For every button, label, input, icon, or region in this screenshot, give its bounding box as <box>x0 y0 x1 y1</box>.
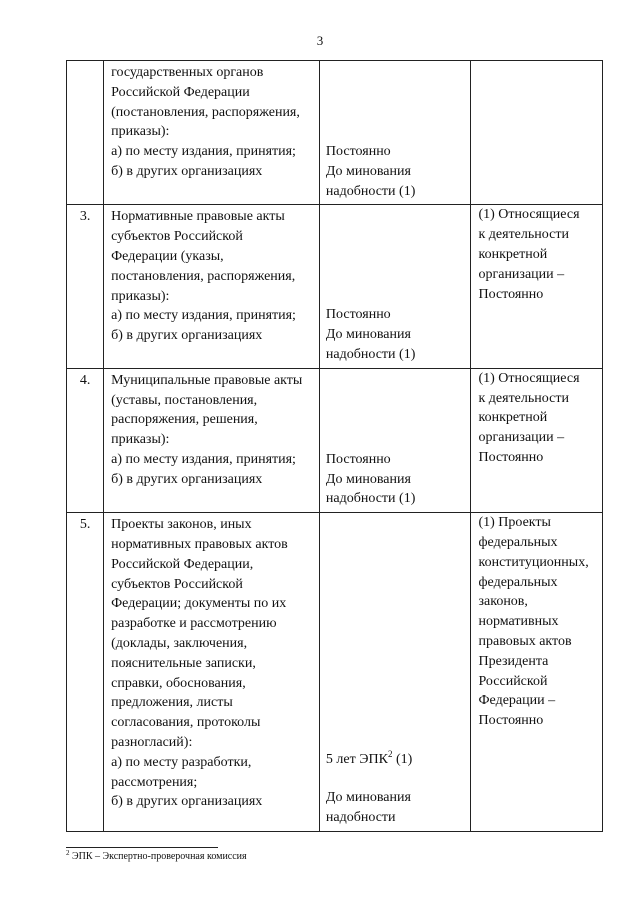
title-line: а) по месту издания, принятия; <box>111 144 296 160</box>
title-line: Муниципальные правовые акты <box>111 372 303 388</box>
retention-table <box>66 60 603 832</box>
row-number-cell <box>67 513 104 831</box>
footnote-ref: 2 <box>387 749 393 760</box>
title-line: предложения, листы <box>111 695 233 711</box>
document-title <box>104 369 319 493</box>
note-line: (1) Относящиеся <box>478 207 580 223</box>
note-line: Постоянно <box>478 713 544 729</box>
table-row <box>67 61 603 205</box>
note-line: к деятельности <box>478 390 569 406</box>
title-line: а) по месту издания, принятия; <box>111 451 296 467</box>
document-title-cell <box>104 368 320 512</box>
document-title-cell <box>104 61 320 205</box>
document-title <box>104 205 319 349</box>
note-line: к деятельности <box>478 227 569 243</box>
title-line: б) в других организациях <box>111 328 263 344</box>
row-number: 5. <box>79 517 91 533</box>
title-line: приказы): <box>111 288 170 304</box>
row-number <box>67 61 103 63</box>
footnote <box>66 851 247 862</box>
footnote-divider <box>66 847 218 848</box>
title-line: субъектов Российской <box>111 576 243 592</box>
term-line: надобности (1) <box>325 183 416 199</box>
title-line: разработке и рассмотрению <box>111 616 277 632</box>
note-line: федеральных <box>478 534 558 550</box>
title-line: б) в других организациях <box>111 794 263 810</box>
retention-term-cell <box>319 368 471 512</box>
row-number-cell <box>67 61 104 205</box>
retention-term <box>320 61 471 204</box>
note-cell <box>471 61 603 205</box>
retention-term-epk: 5 лет ЭПК$^2$ (1) <box>325 749 413 768</box>
title-line: справки, обоснования, <box>111 675 246 691</box>
note-line: нормативных <box>478 614 559 630</box>
title-line: Федерации (указы, <box>111 248 224 264</box>
title-line: б) в других организациях <box>111 471 263 487</box>
retention-term <box>320 369 471 512</box>
retention-term-cell <box>319 61 471 205</box>
document-title <box>104 513 319 815</box>
note-cell <box>471 205 603 368</box>
note <box>471 513 602 734</box>
title-line: б) в других организациях <box>111 163 263 179</box>
retention-term <box>320 205 471 367</box>
retention-term-cell <box>319 513 471 831</box>
document-title-cell <box>104 513 320 831</box>
row-number-cell <box>67 205 104 368</box>
note <box>471 205 602 307</box>
title-line: Федерации; документы по их <box>111 596 287 612</box>
title-line: (постановления, распоряжения, <box>111 104 300 120</box>
note-line: Федерации – <box>478 693 556 709</box>
note-line: (1) Проекты <box>478 515 551 531</box>
title-line: субъектов Российской <box>111 229 243 245</box>
table-row <box>67 513 603 831</box>
term-line: надобности (1) <box>325 491 416 507</box>
note-line: Постоянно <box>478 449 544 465</box>
row-number: 4. <box>79 372 91 388</box>
note-line: федеральных <box>478 574 558 590</box>
footnote-text: ЭПК – Экспертно-проверочная комиссия <box>69 851 247 862</box>
title-line: приказы): <box>111 124 170 140</box>
table-row <box>67 205 603 368</box>
row-number-cell <box>67 368 104 512</box>
term-line: До минования <box>325 789 411 805</box>
row-number: 3. <box>79 209 91 225</box>
title-line: Нормативные правовые акты <box>111 209 285 225</box>
note-line: конкретной <box>478 410 548 426</box>
note-line: законов, <box>478 594 528 610</box>
title-line: Российской Федерации <box>111 84 250 100</box>
title-line: а) по месту разработки, <box>111 754 252 770</box>
note-line: Президента <box>478 653 549 669</box>
term-line: Постоянно <box>325 144 391 159</box>
term-line: До минования <box>325 327 411 343</box>
title-line: а) по месту издания, принятия; <box>111 308 296 324</box>
footnote-mark: 2 <box>66 849 70 857</box>
title-line: рассмотрения; <box>111 774 198 790</box>
term-line: Постоянно <box>325 451 391 467</box>
note <box>471 369 602 471</box>
table-row <box>67 368 603 512</box>
title-line: распоряжения, решения, <box>111 412 258 428</box>
title-line: постановления, распоряжения, <box>111 268 296 284</box>
note-line: конституционных, <box>478 554 589 570</box>
title-line: разногласий): <box>111 734 193 750</box>
title-line: (доклады, заключения, <box>111 635 248 651</box>
note <box>471 61 602 64</box>
note-line: конкретной <box>478 246 548 262</box>
title-line: государственных органов <box>111 65 264 80</box>
title-line: (уставы, постановления, <box>111 392 258 408</box>
term-line: надобности (1) <box>325 346 416 362</box>
page-number: 3 <box>316 33 324 48</box>
term-line: До минования <box>325 471 411 487</box>
title-line: Российской Федерации, <box>111 556 254 572</box>
title-line: согласования, протоколы <box>111 715 261 731</box>
note-line: Российской <box>478 673 548 689</box>
document-title-cell <box>104 205 320 368</box>
title-line: нормативных правовых актов <box>111 536 288 552</box>
retention-term <box>320 513 471 830</box>
note-line: Постоянно <box>478 286 544 302</box>
note-cell <box>471 368 603 512</box>
note-line: организации – <box>478 266 565 282</box>
note-line: (1) Относящиеся <box>478 370 580 386</box>
term-line: Постоянно <box>325 307 391 323</box>
term-line: До минования <box>325 163 411 179</box>
retention-term-cell <box>319 205 471 368</box>
term-line: надобности <box>325 809 396 825</box>
title-line: пояснительные записки, <box>111 655 256 671</box>
note-cell <box>471 513 603 831</box>
note-line: организации – <box>478 430 565 446</box>
title-line: Проекты законов, иных <box>111 517 252 533</box>
title-line: приказы): <box>111 432 170 448</box>
document-title <box>104 61 319 185</box>
note-line: правовых актов <box>478 633 572 649</box>
